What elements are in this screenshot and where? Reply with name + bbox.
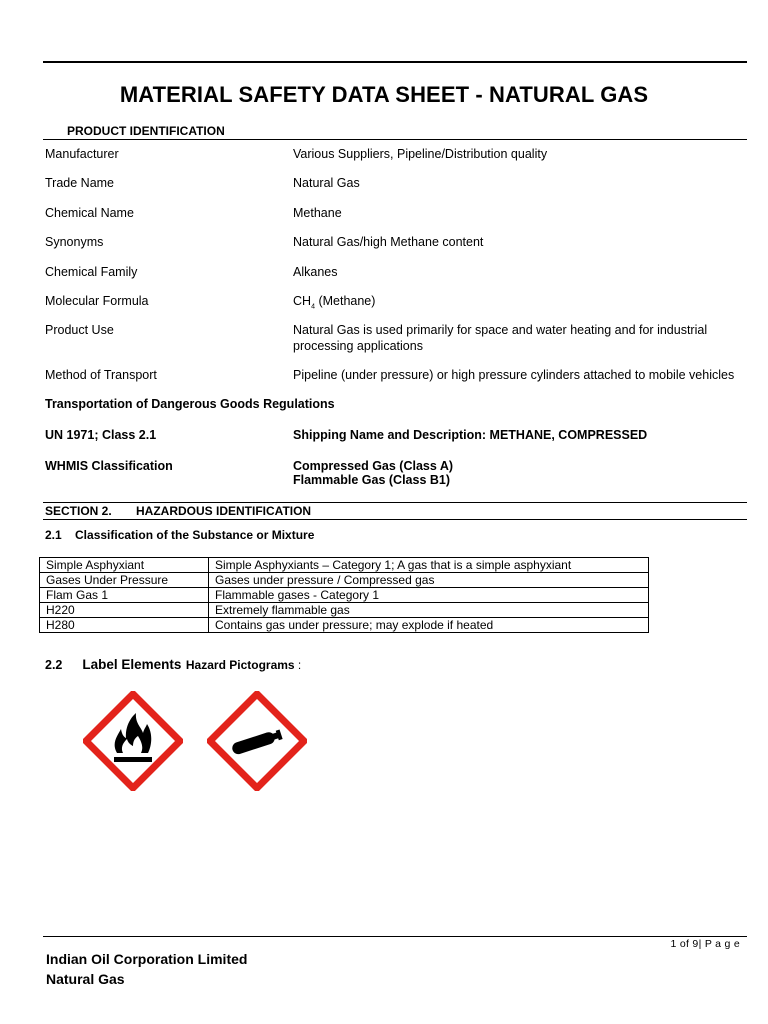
gas-cylinder-pictogram-icon [207,691,307,791]
table-cell-description: Flammable gases - Category 1 [209,588,649,603]
field-value: Alkanes [293,265,338,279]
un-label: UN 1971; Class 2.1 [45,428,157,442]
table-cell-code: Simple Asphyxiant [40,558,209,573]
table-row [40,588,649,603]
field-value: Pipeline (under pressure) or high pressure cylinders attached to mobile vehicles [293,368,735,382]
field-value: Natural Gas [293,176,360,190]
subsection-2-1-heading: 2.1 Classification of the Substance or Mixture [45,528,315,542]
table-cell-description: Contains gas under pressure; may explode if heated [209,618,649,633]
field-label: Chemical Family [45,265,138,279]
section2-top-rule [43,502,747,503]
top-rule [43,61,747,63]
whmis-label: WHMIS Classification [45,459,173,473]
field-value-line: processing applications [293,339,423,353]
table-cell-code: H220 [40,603,209,618]
footer-rule [43,936,747,937]
section2-number: SECTION 2. [45,504,112,518]
page-title: MATERIAL SAFETY DATA SHEET - NATURAL GAS [119,82,649,107]
field-value: Natural Gas/high Methane content [293,235,484,249]
formula-prefix: CH [293,294,312,308]
flame-pictogram-icon [83,691,183,791]
table-cell-code: Gases Under Pressure [40,573,209,588]
page-number: 1 of 9| P a g e [670,938,740,950]
table-cell-code: Flam Gas 1 [40,588,209,603]
formula-subscript: 4 [311,303,315,311]
field-label: Chemical Name [45,206,134,220]
table-row [40,573,649,588]
table-cell-code: H280 [40,618,209,633]
subsection-2-2-title: Label Elements [82,657,182,672]
molecular-formula-value [293,294,375,311]
whmis-value: Compressed Gas (Class A) [293,459,454,473]
table-cell-description: Extremely flammable gas [209,603,649,618]
formula-suffix: (Methane) [314,294,376,308]
colon: : [294,658,302,672]
field-label: Trade Name [45,176,115,190]
footer-product: Natural Gas [46,971,125,987]
footer-company: Indian Oil Corporation Limited [46,951,248,967]
classification-table [39,557,649,633]
field-label: Method of Transport [45,368,157,382]
field-value-line: Natural Gas is used primarily for space and water heating and for industrial [293,323,708,337]
field-value: Various Suppliers, Pipeline/Distribution quality [293,147,548,161]
whmis-value: Flammable Gas (Class B1) [293,473,451,487]
field-label: Molecular Formula [45,294,149,308]
un-value: Shipping Name and Description: METHANE, COMPRESSED [293,428,648,442]
table-row [40,558,649,573]
section2-heading: HAZARDOUS IDENTIFICATION [136,504,312,518]
field-label: Synonyms [45,235,104,249]
subsection-2-2-heading [45,656,301,674]
field-label: Manufacturer [45,147,119,161]
hazard-pictograms-label: Hazard Pictograms [185,658,295,672]
field-label: Product Use [45,323,114,337]
table-cell-description: Gases under pressure / Compressed gas [209,573,649,588]
field-value: Methane [293,206,342,220]
table-cell-description: Simple Asphyxiants – Category 1; A gas that is a simple asphyxiant [209,558,649,573]
product-identification-heading: PRODUCT IDENTIFICATION [67,124,225,138]
table-row [40,603,649,618]
product-identification-rule [43,139,747,140]
subsection-2-2-number: 2.2 [45,658,63,672]
section2-bottom-rule [43,519,747,520]
tdg-heading: Transportation of Dangerous Goods Regulations [45,397,335,411]
table-row [40,618,649,633]
